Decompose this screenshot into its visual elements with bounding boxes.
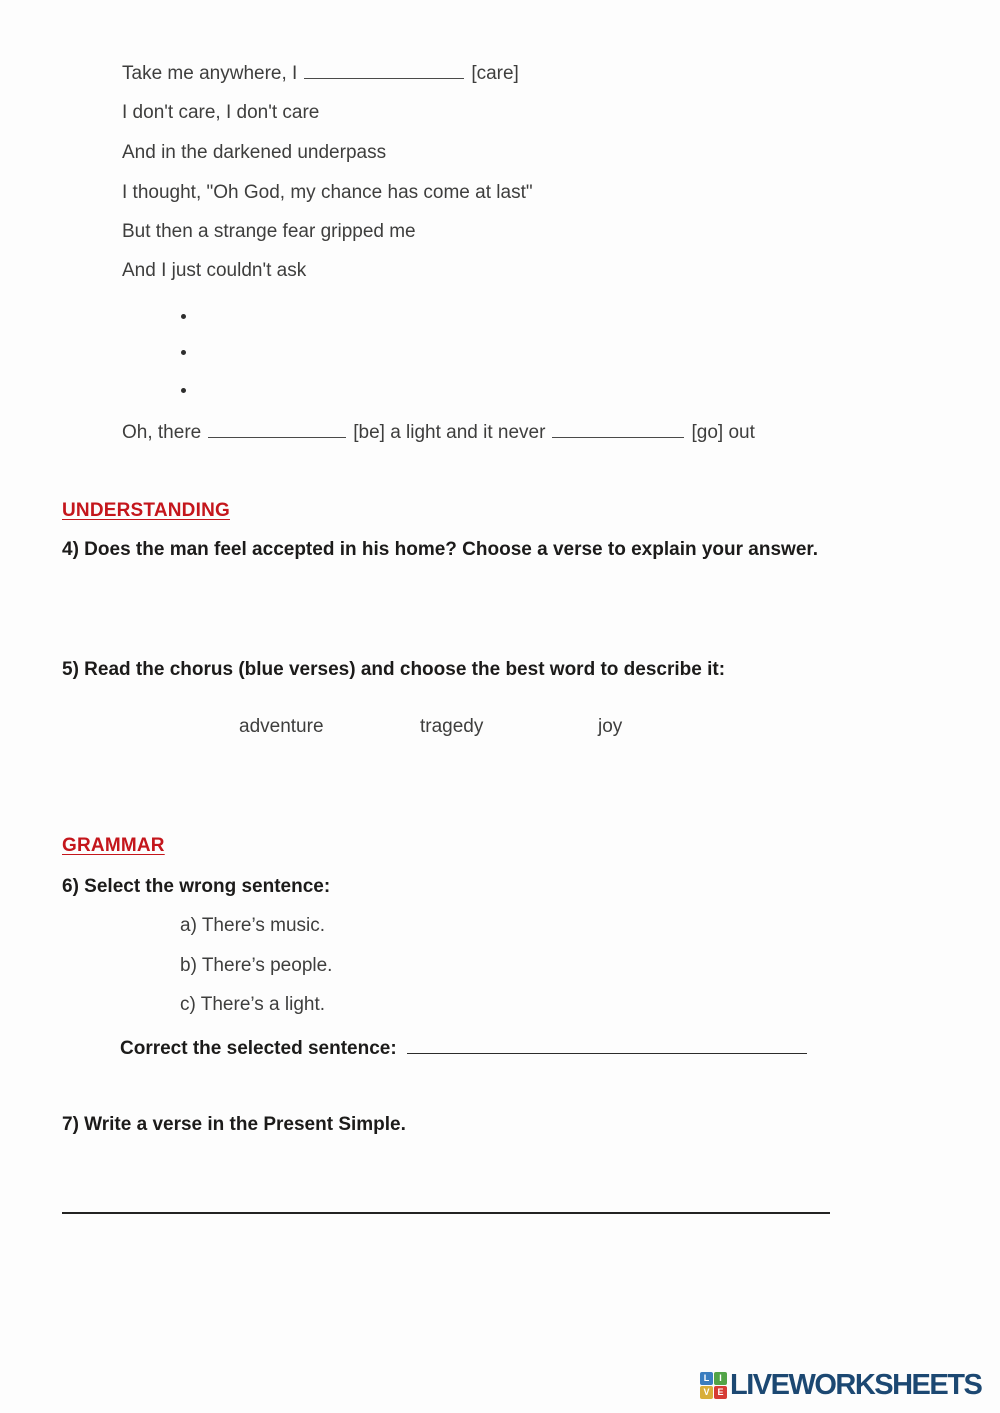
lyric-line-1-text: Take me anywhere, I bbox=[122, 63, 298, 84]
liveworksheets-logo-icon bbox=[700, 1372, 727, 1399]
option-adventure[interactable]: adventure bbox=[239, 716, 324, 737]
option-c[interactable]: c) There’s a light. bbox=[180, 994, 326, 1015]
lyric-line-3: And in the darkened underpass bbox=[122, 142, 387, 163]
question-7: 7) Write a verse in the Present Simple. bbox=[62, 1114, 406, 1135]
understanding-heading: UNDERSTANDING bbox=[62, 500, 230, 521]
grammar-heading: GRAMMAR bbox=[62, 835, 165, 856]
correct-sentence-row bbox=[120, 1035, 814, 1060]
bullet-point bbox=[181, 350, 186, 355]
bullet-point bbox=[181, 388, 186, 393]
question-5: 5) Read the chorus (blue verses) and choose the best word to describe it: bbox=[62, 659, 726, 680]
logo-cell-v: V bbox=[700, 1386, 713, 1399]
lyric-line-1 bbox=[122, 60, 519, 86]
bullet-point bbox=[181, 314, 186, 319]
option-a[interactable]: a) There’s music. bbox=[180, 915, 326, 936]
lyric-line-4: I thought, "Oh God, my chance has come at last" bbox=[122, 182, 533, 203]
logo-cell-l: L bbox=[700, 1372, 713, 1385]
logo-cell-i: I bbox=[714, 1372, 727, 1385]
logo-cell-e: E bbox=[714, 1386, 727, 1399]
correct-sentence-blank[interactable] bbox=[407, 1035, 807, 1054]
option-tragedy[interactable]: tragedy bbox=[420, 716, 484, 737]
fill-blank-go[interactable] bbox=[552, 419, 684, 438]
chorus-part-2: [be] a light and it never bbox=[353, 422, 546, 443]
option-b[interactable]: b) There’s people. bbox=[180, 955, 333, 976]
lyric-chorus-line bbox=[122, 419, 755, 445]
chorus-part-3: [go] out bbox=[691, 422, 755, 443]
answer-write-line[interactable] bbox=[62, 1212, 830, 1214]
lyric-line-5: But then a strange fear gripped me bbox=[122, 221, 416, 242]
lyric-line-2: I don't care, I don't care bbox=[122, 102, 320, 123]
lyric-line-1-bracket: [care] bbox=[471, 63, 519, 84]
lyric-line-6: And I just couldn't ask bbox=[122, 260, 307, 281]
fill-blank-be[interactable] bbox=[208, 419, 346, 438]
chorus-part-1: Oh, there bbox=[122, 422, 202, 443]
question-6: 6) Select the wrong sentence: bbox=[62, 876, 331, 897]
correct-sentence-label: Correct the selected sentence: bbox=[120, 1038, 397, 1059]
brand-wordmark: LIVEWORKSHEETS bbox=[730, 1369, 982, 1401]
fill-blank-care[interactable] bbox=[304, 60, 464, 79]
question-4: 4) Does the man feel accepted in his home? Choose a verse to explain your answer. bbox=[62, 539, 819, 560]
liveworksheets-brand bbox=[700, 1371, 981, 1400]
option-joy[interactable]: joy bbox=[598, 716, 623, 737]
